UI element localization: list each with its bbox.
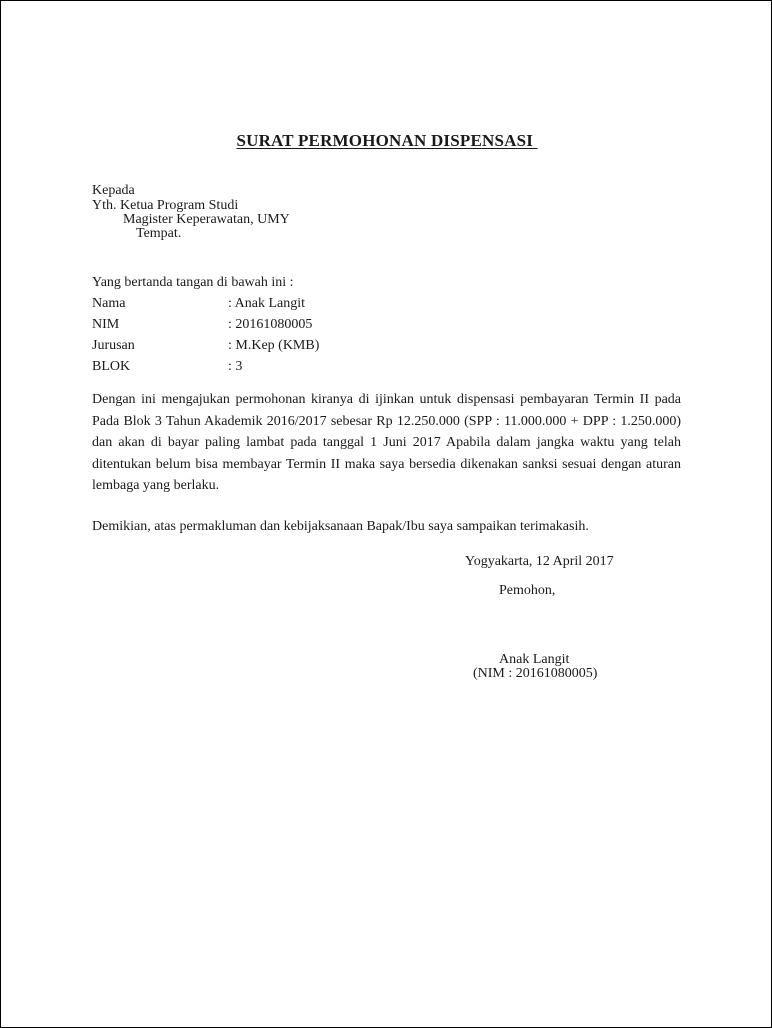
field-value-nama: : Anak Langit xyxy=(228,296,305,311)
addressee-line-3: Magister Keperawatan, UMY xyxy=(123,212,290,227)
field-value-nim: : 20161080005 xyxy=(228,317,313,332)
addressee-line-2: Yth. Ketua Program Studi xyxy=(92,198,239,213)
field-label-nama: Nama xyxy=(92,296,126,311)
addressee-line-4: Tempat. xyxy=(136,226,182,241)
field-value-blok: : 3 xyxy=(228,359,243,374)
intro-text: Yang bertanda tangan di bawah ini : xyxy=(92,275,294,290)
body-paragraph: Dengan ini mengajukan permohonan kiranya di ijinkan untuk dispensasi pembayaran Termin II pada Pada Blok 3 Tahun Akademik 2016/2017 sebesar Rp 12.250.000 (SPP : 11.000.000 + DPP : 1.250.000) dan akan di bayar paling lambat pada tanggal 1 Juni 2017 Apabila dalam jangka waktu yang telah ditentukan belum bisa membayar Termin II maka saya bersedia dikenakan sanksi sesuai dengan aturan lembaga yang berlaku. xyxy=(92,392,681,493)
letter-title xyxy=(1,131,772,151)
field-value-jurusan: : M.Kep (KMB) xyxy=(228,338,320,353)
field-label-nim: NIM xyxy=(92,317,120,332)
signer-name: Anak Langit xyxy=(499,652,570,667)
field-label-jurusan: Jurusan xyxy=(92,338,135,353)
signer-nim: (NIM : 20161080005) xyxy=(473,666,598,681)
letter-title-text: SURAT PERMOHONAN DISPENSASI xyxy=(236,131,538,150)
place-date: Yogyakarta, 12 April 2017 xyxy=(465,554,614,569)
closing-paragraph: Demikian, atas permakluman dan kebijaksanaan Bapak/Ibu saya sampaikan terimakasih. xyxy=(92,519,589,534)
addressee-line-1: Kepada xyxy=(92,183,135,198)
signer-role: Pemohon, xyxy=(499,583,556,598)
field-label-blok: BLOK xyxy=(92,359,131,374)
